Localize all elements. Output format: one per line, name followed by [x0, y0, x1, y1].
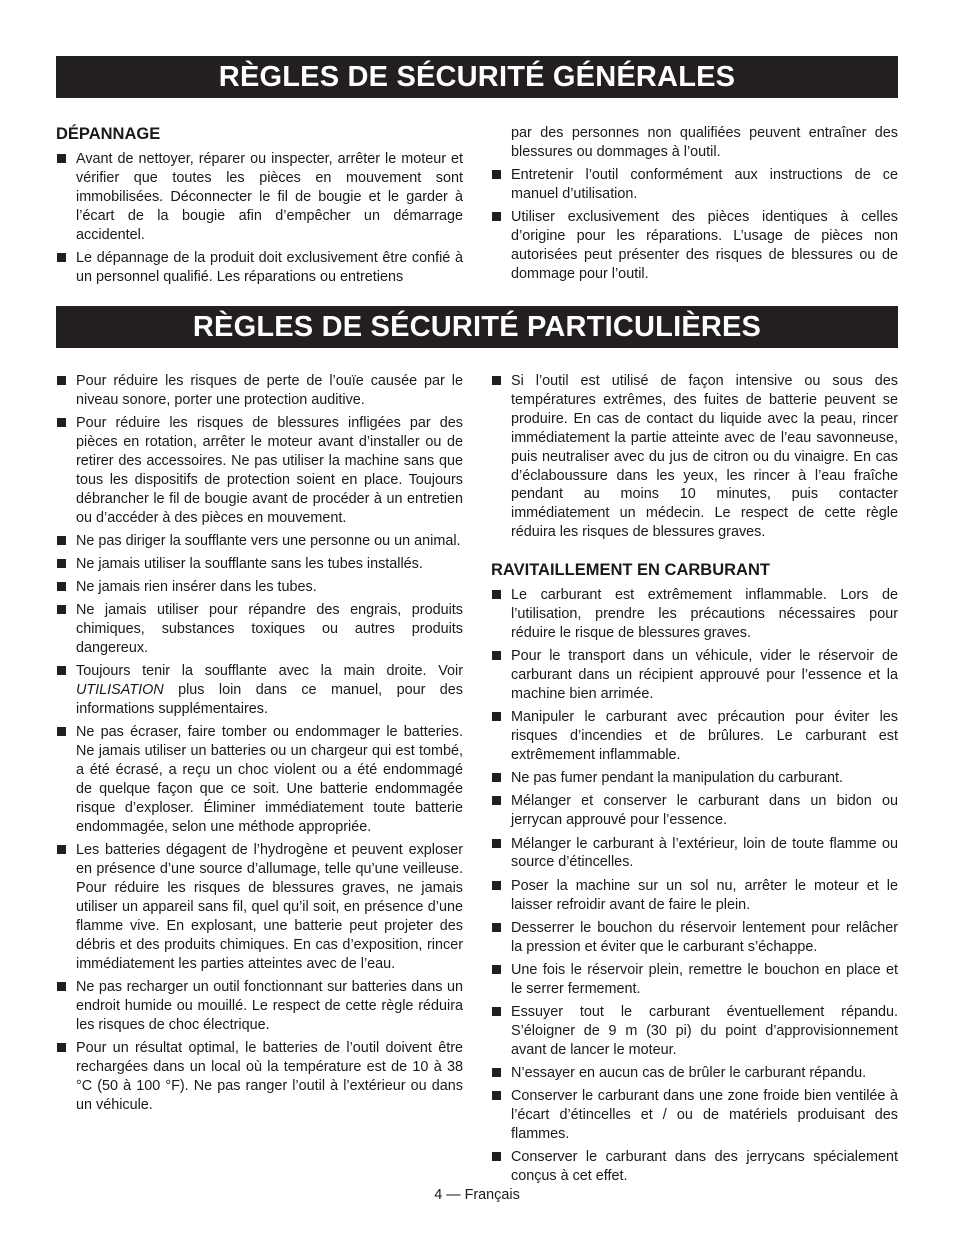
square-bullet-icon	[57, 982, 66, 991]
depannage-list-continued	[491, 124, 898, 284]
square-bullet-icon	[492, 773, 501, 782]
specific-rules-left-column	[56, 372, 463, 1119]
list-item: Desserrer le bouchon du réservoir lentement pour relâcher la pression et éviter que le carburant s’échappe.	[491, 919, 898, 957]
list-item: N’essayer en aucun cas de brûler le carburant répandu.	[491, 1064, 898, 1083]
list-item: Utiliser exclusivement des pièces identiques à celles d’origine pour les réparations. L’usage de pièces non autorisées peut présenter des risques de blessures ou de dommage pour l’outil.	[491, 208, 898, 284]
square-bullet-icon	[492, 712, 501, 721]
square-bullet-icon	[57, 559, 66, 568]
depannage-list	[56, 150, 463, 287]
square-bullet-icon	[57, 845, 66, 854]
depannage-right-column	[491, 124, 898, 288]
square-bullet-icon	[492, 881, 501, 890]
specific-rules-right-column	[491, 372, 898, 1190]
list-item: Conserver le carburant dans une zone froide bien ventilée à l’écart d’étincelles et / ou de matériels produisant des flammes.	[491, 1087, 898, 1144]
list-item: Pour le transport dans un véhicule, vider le réservoir de carburant dans un récipient approuvé pour l’essence et la machine bien arrimée.	[491, 647, 898, 704]
square-bullet-icon	[57, 582, 66, 591]
square-bullet-icon	[492, 796, 501, 805]
square-bullet-icon	[492, 651, 501, 660]
list-item: Ne pas fumer pendant la manipulation du carburant.	[491, 769, 898, 788]
depannage-heading: DÉPANNAGE	[56, 125, 161, 143]
list-item: Manipuler le carburant avec précaution pour éviter les risques d’incendies et de brûlures. Le carburant est extrêmement inflammable.	[491, 708, 898, 765]
square-bullet-icon	[57, 376, 66, 385]
list-item: Avant de nettoyer, réparer ou inspecter, arrêter le moteur et vérifier que toutes les pièces en mouvement sont immobilisées. Déconnecter le fil de bougie et le garder à l’écart de la bougie afin d’empêcher un démarrage accidentel.	[56, 150, 463, 245]
list-item: Poser la machine sur un sol nu, arrêter le moteur et le laisser refroidir avant de faire le plein.	[491, 877, 898, 915]
specific-rules-list	[56, 372, 463, 1115]
square-bullet-icon	[492, 1068, 501, 1077]
square-bullet-icon	[492, 965, 501, 974]
list-item: Conserver le carburant dans des jerrycans spécialement conçus à cet effet.	[491, 1148, 898, 1186]
list-item: Mélanger le carburant à l’extérieur, loin de toute flamme ou source d’étincelles.	[491, 835, 898, 873]
list-item: Une fois le réservoir plein, remettre le bouchon en place et le serrer fermement.	[491, 961, 898, 999]
square-bullet-icon	[57, 1043, 66, 1052]
list-item: Les batteries dégagent de l’hydrogène et peuvent exploser en présence d’une source d’allumage, telle qu’une veilleuse. Pour réduire les risques de blessures graves, ne jamais utiliser un appareil sans fil, quel qu’il soit, en présence d’une flamme vive. En explosant, une batterie peut projeter des débris et des produits chimiques. En cas d’exposition, rincer immédiatement les parties atteintes avec de l’eau.	[56, 841, 463, 973]
square-bullet-icon	[57, 727, 66, 736]
square-bullet-icon	[57, 536, 66, 545]
square-bullet-icon	[57, 666, 66, 675]
square-bullet-icon	[492, 376, 501, 385]
list-item: Si l’outil est utilisé de façon intensive ou sous des températures extrêmes, des fuites de batterie peuvent se produire. En cas de contact du liquide avec la peau, rincer immédiatement la partie atteinte avec de l’eau savonneuse, puis neutraliser avec du jus de citron ou du vinaigre. En cas d’éclaboussure dans les yeux, les rincer à l’eau fraîche pendant au moins 10 minutes, puis contacter immédiatement un médecin. Le respect de cette règle réduira les risques de blessures graves.	[491, 372, 898, 542]
list-item: Le dépannage de la produit doit exclusivement être confié à un personnel qualifié. Les réparations ou entretiens	[56, 249, 463, 287]
list-item: Ne jamais utiliser pour répandre des engrais, produits chimiques, substances toxiques ou autres produits dangereux.	[56, 601, 463, 658]
list-item: Entretenir l’outil conformément aux instructions de ce manuel d’utilisation.	[491, 166, 898, 204]
square-bullet-icon	[492, 1152, 501, 1161]
specific-rules-list-right	[491, 372, 898, 542]
square-bullet-icon	[492, 839, 501, 848]
square-bullet-icon	[492, 1007, 501, 1016]
fuel-rules-list	[491, 586, 898, 1186]
square-bullet-icon	[57, 253, 66, 262]
list-item: Ne pas diriger la soufflante vers une personne ou un animal.	[56, 532, 463, 551]
fuel-heading: RAVITAILLEMENT EN CARBURANT	[491, 561, 770, 580]
depannage-left-column	[56, 124, 463, 291]
list-item: Essuyer tout le carburant éventuellement répandu. S’éloigner de 9 m (30 pi) du point d’approvisionnement avant de lancer le moteur.	[491, 1003, 898, 1060]
square-bullet-icon	[57, 605, 66, 614]
square-bullet-icon	[492, 1091, 501, 1100]
list-item: Ne pas écraser, faire tomber ou endommager le batteries. Ne jamais utiliser un batteries ou un chargeur qui est tombé, a été écrasé, a reçu un choc violent ou a été endommagé de quelque façon que ce soit. Une batterie endommagée risque d’exploser. Éliminer immédiatement toute batterie endommagée, selon une méthode appropriée.	[56, 723, 463, 836]
list-item: Mélanger et conserver le carburant dans un bidon ou jerrycan approuvé pour l’essence.	[491, 792, 898, 830]
square-bullet-icon	[492, 923, 501, 932]
list-item: Le carburant est extrêmement inflammable. Lors de l’utilisation, prendre les précautions nécessaires pour réduire le risque de blessures graves.	[491, 586, 898, 643]
square-bullet-icon	[57, 418, 66, 427]
list-item: Ne jamais utiliser la soufflante sans les tubes installés.	[56, 555, 463, 574]
list-item: Pour réduire les risques de perte de l’ouïe causée par le niveau sonore, porter une protection auditive.	[56, 372, 463, 410]
section-banner-specific: RÈGLES DE SÉCURITÉ PARTICULIÈRES	[56, 306, 898, 348]
list-item: Toujours tenir la soufflante avec la main droite. Voir UTILISATION plus loin dans ce manuel, pour des informations supplémentaires.	[56, 662, 463, 719]
list-item: Ne pas recharger un outil fonctionnant sur batteries dans un endroit humide ou mouillé. Le respect de cette règle réduira les risques de choc électrique.	[56, 978, 463, 1035]
page-footer: 4 — Français	[434, 1187, 520, 1203]
square-bullet-icon	[492, 170, 501, 179]
section-reference: UTILISATION	[76, 682, 164, 699]
square-bullet-icon	[492, 590, 501, 599]
square-bullet-icon	[492, 212, 501, 221]
square-bullet-icon	[57, 154, 66, 163]
list-item: Ne jamais rien insérer dans les tubes.	[56, 578, 463, 597]
list-item: Pour un résultat optimal, le batteries de l’outil doivent être rechargées dans un local où la température est de 10 à 38 °C (50 à 100 °F). Ne pas ranger l’outil à l’extérieur ou dans un véhicule.	[56, 1039, 463, 1115]
section-banner-general: RÈGLES DE SÉCURITÉ GÉNÉRALES	[56, 56, 898, 98]
list-item-continuation: par des personnes non qualifiées peuvent entraîner des blessures ou dommages à l’outil.	[511, 125, 898, 160]
list-item: Pour réduire les risques de blessures infligées par des pièces en rotation, arrêter le moteur avant d’installer ou de retirer des accessoires. Ne pas utiliser la machine sans que tous les dispositifs de protection soient en place. Toujours débrancher le fil de bougie avant de procéder à un entretien ou d’accéder à des pièces en mouvement.	[56, 414, 463, 527]
